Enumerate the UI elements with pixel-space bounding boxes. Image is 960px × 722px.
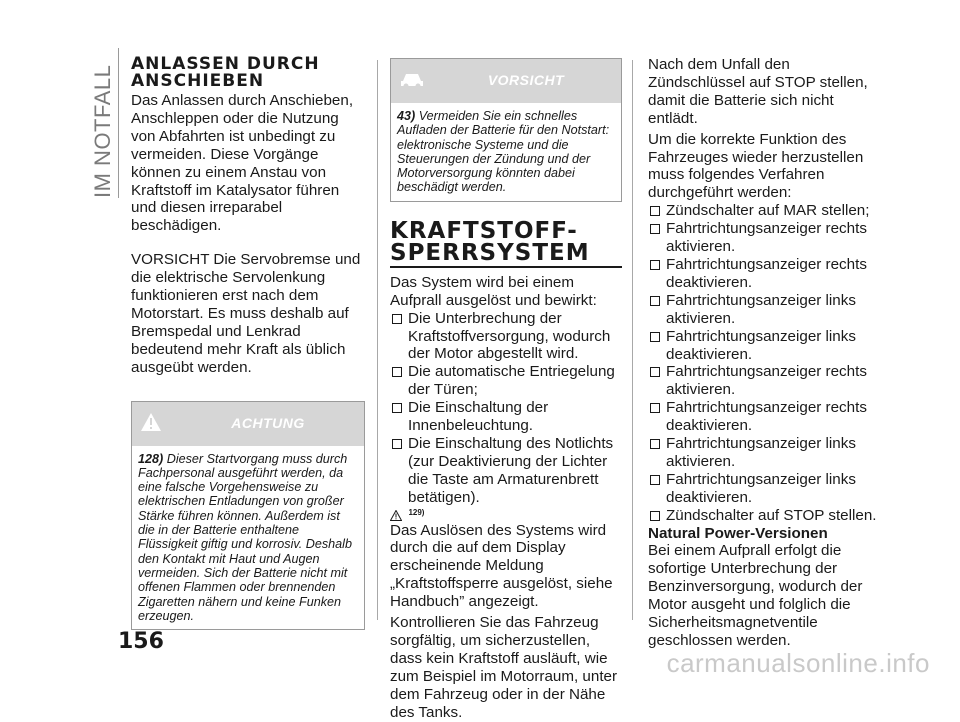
list-item: Fahrtrichtungsanzeiger rechts deaktivieren. [648, 256, 886, 292]
checkbox-square-icon [650, 511, 660, 521]
list-item: Fahrtrichtungsanzeiger links aktivieren. [648, 292, 886, 328]
warning-box-body [132, 446, 364, 630]
sidebar-divider [118, 48, 119, 198]
column-divider [377, 60, 378, 620]
list-item: Fahrtrichtungsanzeiger rechts aktivieren. [648, 220, 886, 256]
paragraph: Das Anlassen durch Anschieben, Anschleppen oder die Nutzung von Abfahrten ist unbedingt zu vermeiden. Diese Vorgänge können zu einem Anstau von Kraftstoff im Katalysator führen und diesen irreparabel beschädigen. [131, 92, 354, 235]
checkbox-square-icon [392, 367, 402, 377]
paragraph: Nach dem Unfall den Zündschlüssel auf STOP stellen, damit die Batterie sich nicht entlädt. [648, 56, 868, 127]
list-item: Die Einschaltung des Notlichts (zur Deaktivierung der Lichter die Taste am Armaturenbrett betätigen). [390, 435, 622, 507]
note-number: 43) [397, 109, 416, 123]
list-item: Die Unterbrechung der Kraftstoffversorgung, wodurch der Motor abgestellt wird. [390, 310, 622, 364]
checkbox-square-icon [392, 314, 402, 324]
paragraph: VORSICHT Die Servobremse und die elektrische Servolenkung funktionieren erst nach dem Motorstart. Es muss deshalb auf Bremspedal und Lenkrad bedeutend mehr Kraft als üblich ausgeübt werden. [131, 251, 361, 376]
warning-triangle-icon [140, 412, 162, 437]
caution-box-title: VORSICHT [487, 72, 565, 88]
list-item: Fahrtrichtungsanzeiger links aktivieren. [648, 435, 886, 471]
checkbox-square-icon [392, 403, 402, 413]
column-2 [390, 58, 622, 722]
watermark: carmanualsonline.info [666, 648, 930, 678]
section-sidebar [88, 48, 118, 198]
warning-box [131, 401, 365, 631]
list-item: Die Einschaltung der Innenbeleuchtung. [390, 399, 622, 435]
caution-box-body [391, 103, 621, 201]
checkbox-square-icon [392, 439, 402, 449]
heading-underline [390, 266, 622, 268]
reference-marker [390, 508, 622, 522]
column-1 [131, 56, 365, 630]
warning-triangle-icon [390, 510, 402, 521]
list-item: Zündschalter auf MAR stellen; [648, 202, 886, 220]
checkbox-square-icon [650, 224, 660, 234]
checkbox-square-icon [650, 403, 660, 413]
paragraph: Das System wird bei einem Aufprall ausgelöst und bewirkt: [390, 273, 597, 309]
paragraph: Das Auslösen des Systems wird durch die auf dem Display erscheinende Meldung „Kraftstoffsperre ausgelöst, siehe Handbuch” angezeigt. [390, 521, 613, 611]
caution-box [390, 58, 622, 202]
car-icon [399, 69, 425, 94]
list-item: Fahrtrichtungsanzeiger rechts aktivieren. [648, 363, 886, 399]
paragraph: Kontrollieren Sie das Fahrzeug sorgfältig, um sicherzustellen, dass kein Kraftstoff ausläuft, wie zum Beispiel im Motorraum, unter dem Fahrzeug oder in der Nähe des Tanks. [390, 614, 618, 721]
subheading: Natural Power-Versionen [648, 524, 828, 542]
warning-box-title: ACHTUNG [231, 414, 305, 431]
paragraph: Bei einem Aufprall erfolgt die sofortige Unterbrechung der Benzinversorgung, wodurch der Motor ausgeht und folglich die Sicherheitsmagnetventile geschlossen werden. [648, 542, 863, 649]
list-item: Die automatische Entriegelung der Türen; [390, 363, 622, 399]
checkbox-square-icon [650, 332, 660, 342]
list-item: Zündschalter auf STOP stellen. [648, 507, 886, 525]
checkbox-square-icon [650, 475, 660, 485]
checkbox-square-icon [650, 296, 660, 306]
list-item: Fahrtrichtungsanzeiger links deaktivieren. [648, 328, 886, 364]
section-heading: ANLASSEN DURCH ANSCHIEBEN [131, 54, 320, 91]
warning-box-header [132, 402, 364, 446]
page-number: 156 [118, 629, 164, 654]
checkbox-square-icon [650, 367, 660, 377]
caution-text: Vermeiden Sie ein schnelles Aufladen der Batterie für den Notstart: elektronische Systeme und die Steuerungen der Zündung und der Motorversorgung könnten dabei beschädigt werden. [397, 109, 610, 195]
warning-text: Dieser Startvorgang muss durch Fachpersonal ausgeführt werden, da eine falsche Vorgehensweise zu elektrischen Entladungen von großer Stärke führen können. Außerdem ist die in der Batterie enthaltene Flüssigkeit giftig und korrosiv. Deshalb den Kontakt mit Haut und Augen vermeiden. Sich der Batterie nicht mit offenen Flammen oder brennenden Zigaretten nähern und keine Funken erzeugen. [138, 451, 352, 623]
list-item: Fahrtrichtungsanzeiger rechts deaktivieren. [648, 399, 886, 435]
list-item: Fahrtrichtungsanzeiger links deaktivieren. [648, 471, 886, 507]
checkbox-square-icon [650, 206, 660, 216]
caution-box-header [391, 59, 621, 103]
column-divider [632, 60, 633, 620]
note-number: 128) [138, 451, 164, 466]
section-title: IM NOTFALL [90, 64, 115, 198]
checkbox-square-icon [650, 260, 660, 270]
paragraph: Um die korrekte Funktion des Fahrzeuges wieder herzustellen muss folgendes Verfahren durchgeführt werden: [648, 130, 864, 202]
column-3 [648, 56, 886, 650]
checkbox-square-icon [650, 439, 660, 449]
reference-number: 129) [408, 507, 425, 517]
section-heading: KRAFTSTOFF- SPERRSYSTEM [390, 217, 590, 266]
